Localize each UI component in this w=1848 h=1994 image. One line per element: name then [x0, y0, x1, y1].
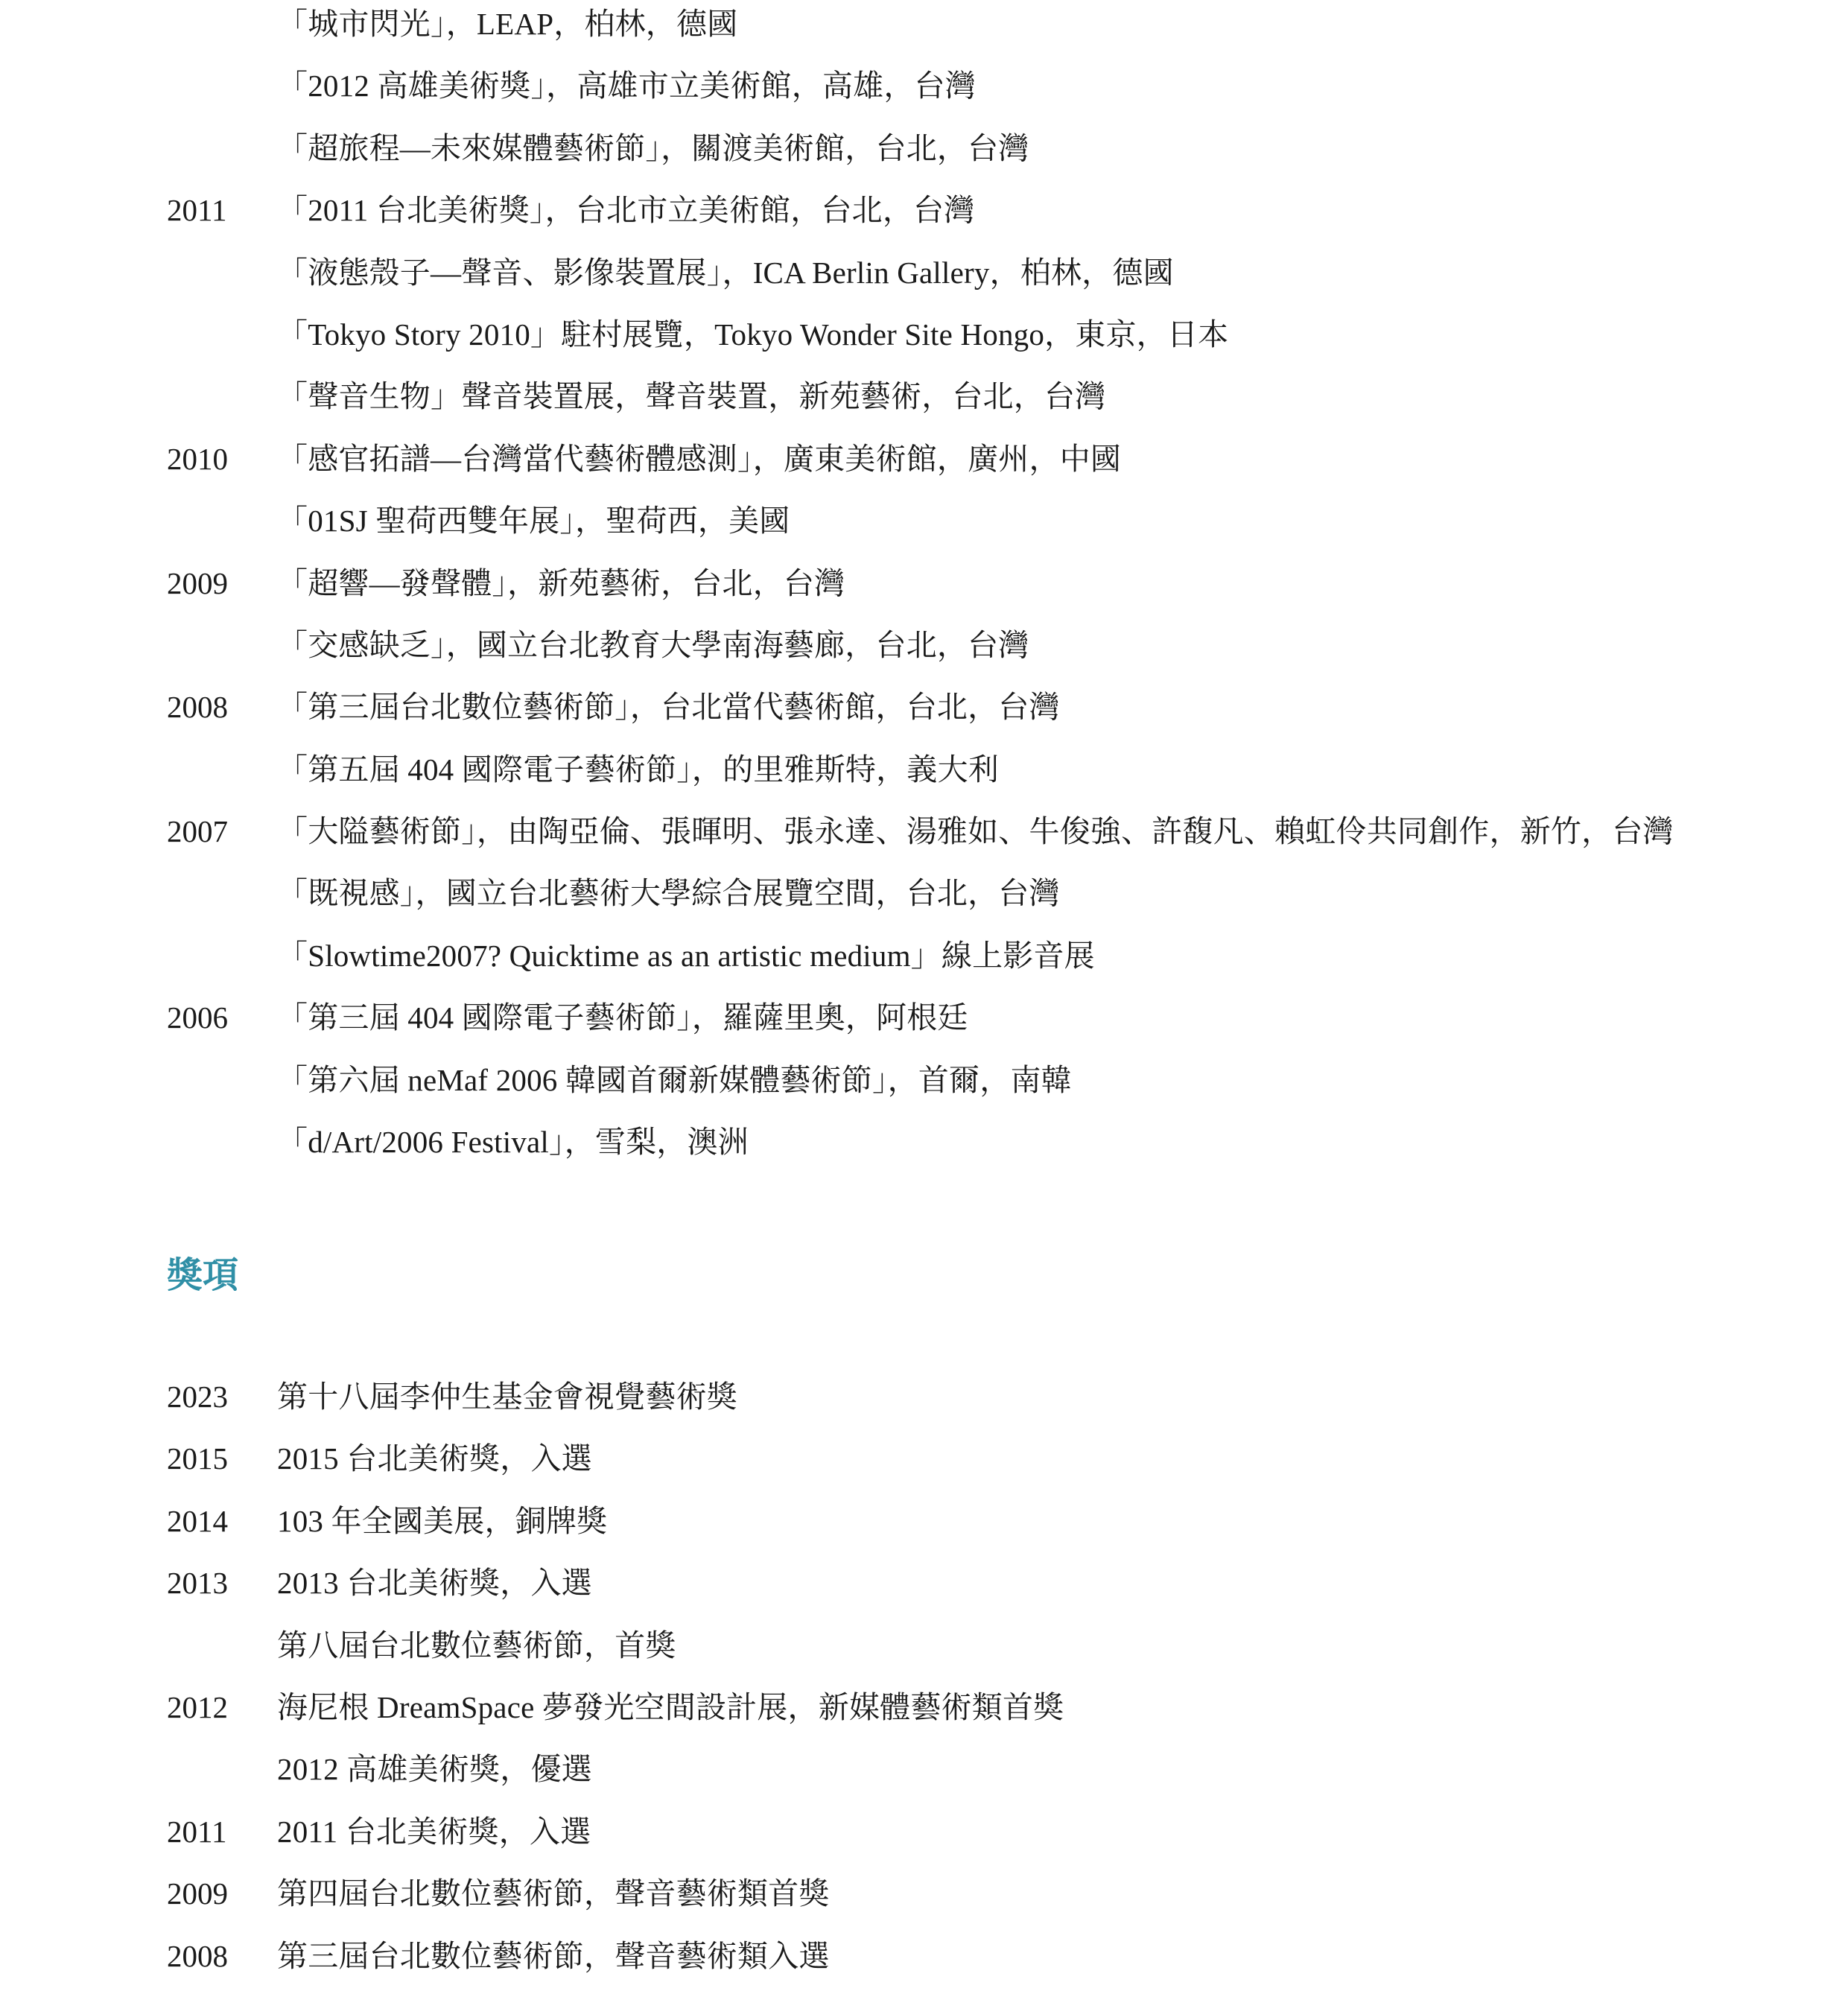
exhibition-row — [0, 807, 1848, 869]
exhibition-row — [0, 1118, 1848, 1180]
award-year: 2009 — [167, 1876, 228, 1911]
exhibition-row — [0, 746, 1848, 807]
exhibition-row — [0, 869, 1848, 931]
award-year: 2013 — [167, 1566, 228, 1601]
award-row — [0, 1435, 1848, 1496]
exhibition-text: 「液態殼子—聲音、影像裝置展」，ICA Berlin Gallery，柏林，德國 — [277, 255, 1174, 290]
award-row — [0, 1373, 1848, 1435]
exhibition-text: 「感官拓譜—台灣當代藝術體感測」，廣東美術館，廣州，中國 — [277, 441, 1122, 476]
award-row — [0, 1870, 1848, 1931]
exhibition-row — [0, 621, 1848, 683]
exhibition-text: 「第三屆台北數位藝術節」，台北當代藝術館，台北，台灣 — [277, 690, 1060, 725]
exhibition-row — [0, 1056, 1848, 1118]
exhibition-year: 2006 — [167, 1000, 228, 1035]
exhibition-text: 「d/Art/2006 Festival」，雪梨，澳洲 — [277, 1125, 749, 1160]
awards-section-title: 獎項 — [167, 1254, 239, 1296]
award-text: 海尼根 DreamSpace 夢發光空間設計展，新媒體藝術類首獎 — [277, 1689, 1064, 1724]
exhibition-row — [0, 994, 1848, 1055]
award-year: 2023 — [167, 1379, 228, 1414]
exhibition-row — [0, 372, 1848, 434]
exhibition-text: 「Slowtime2007? Quicktime as an artistic medium」線上影音展 — [277, 938, 1095, 973]
exhibition-year: 2009 — [167, 565, 228, 600]
award-year: 2015 — [167, 1441, 228, 1476]
award-year: 2012 — [167, 1689, 228, 1724]
exhibition-year: 2011 — [167, 193, 227, 228]
award-row — [0, 1622, 1848, 1683]
exhibition-year: 2008 — [167, 690, 228, 725]
exhibition-text: 「既視感」，國立台北藝術大學綜合展覽空間，台北，台灣 — [277, 876, 1060, 911]
exhibition-row — [0, 62, 1848, 124]
exhibition-row — [0, 124, 1848, 186]
award-row — [0, 1745, 1848, 1807]
exhibition-row — [0, 249, 1848, 311]
exhibition-text: 「超響—發聲體」，新苑藝術，台北，台灣 — [277, 565, 845, 600]
award-text: 2013 台北美術獎，入選 — [277, 1566, 592, 1601]
exhibition-text: 「2011 台北美術獎」，台北市立美術館，台北，台灣 — [277, 193, 975, 228]
exhibition-text: 「Tokyo Story 2010」駐村展覽，Tokyo Wonder Site Hongo，東京，日本 — [277, 317, 1229, 352]
award-text: 第三屆台北數位藝術節，聲音藝術類入選 — [277, 1938, 830, 1973]
award-text: 第四屆台北數位藝術節，聲音藝術類首獎 — [277, 1876, 830, 1911]
award-text: 103 年全國美展，銅牌獎 — [277, 1503, 608, 1538]
award-row — [0, 1497, 1848, 1559]
exhibition-row — [0, 0, 1848, 62]
award-text: 2011 台北美術獎，入選 — [277, 1814, 591, 1849]
award-year: 2014 — [167, 1503, 228, 1538]
exhibition-row — [0, 435, 1848, 497]
award-text: 第十八屆李仲生基金會視覺藝術獎 — [277, 1379, 737, 1414]
awards-list — [0, 1373, 1848, 1994]
exhibition-text: 「01SJ 聖荷西雙年展」，聖荷西，美國 — [277, 504, 790, 539]
award-row — [0, 1808, 1848, 1870]
award-year: 2011 — [167, 1814, 227, 1849]
exhibition-text: 「第五屆 404 國際電子藝術節」，的里雅斯特，義大利 — [277, 752, 999, 787]
exhibition-year: 2010 — [167, 441, 228, 476]
exhibition-row — [0, 932, 1848, 994]
exhibition-text: 「城市閃光」，LEAP，柏林，德國 — [277, 7, 738, 41]
exhibition-row — [0, 559, 1848, 621]
exhibition-row — [0, 186, 1848, 248]
award-text: 2015 台北美術獎，入選 — [277, 1441, 592, 1476]
exhibition-row — [0, 311, 1848, 372]
award-row — [0, 1932, 1848, 1994]
exhibition-year: 2007 — [167, 814, 228, 849]
exhibition-text: 「超旅程—未來媒體藝術節」，關渡美術館，台北，台灣 — [277, 130, 1029, 165]
exhibition-text: 「第三屆 404 國際電子藝術節」，羅薩里奧，阿根廷 — [277, 1000, 968, 1035]
exhibition-text: 「第六屆 neMaf 2006 韓國首爾新媒體藝術節」，首爾，南韓 — [277, 1062, 1072, 1097]
exhibition-text: 「聲音生物」聲音裝置展，聲音裝置，新苑藝術，台北，台灣 — [277, 379, 1106, 414]
exhibition-row — [0, 683, 1848, 745]
award-text: 2012 高雄美術獎，優選 — [277, 1752, 592, 1787]
award-row — [0, 1559, 1848, 1621]
award-text: 第八屆台北數位藝術節，首獎 — [277, 1628, 676, 1663]
exhibition-text: 「交感缺乏」，國立台北教育大學南海藝廊，台北，台灣 — [277, 627, 1029, 662]
exhibition-text: 「大隘藝術節」，由陶亞倫、張暉明、張永達、湯雅如、牛俊強、許馥凡、賴虹伶共同創作，新竹，台灣 — [277, 814, 1674, 849]
exhibition-row — [0, 497, 1848, 559]
award-row — [0, 1683, 1848, 1745]
award-year: 2008 — [167, 1938, 228, 1973]
exhibition-text: 「2012 高雄美術獎」，高雄市立美術館，高雄，台灣 — [277, 69, 976, 104]
